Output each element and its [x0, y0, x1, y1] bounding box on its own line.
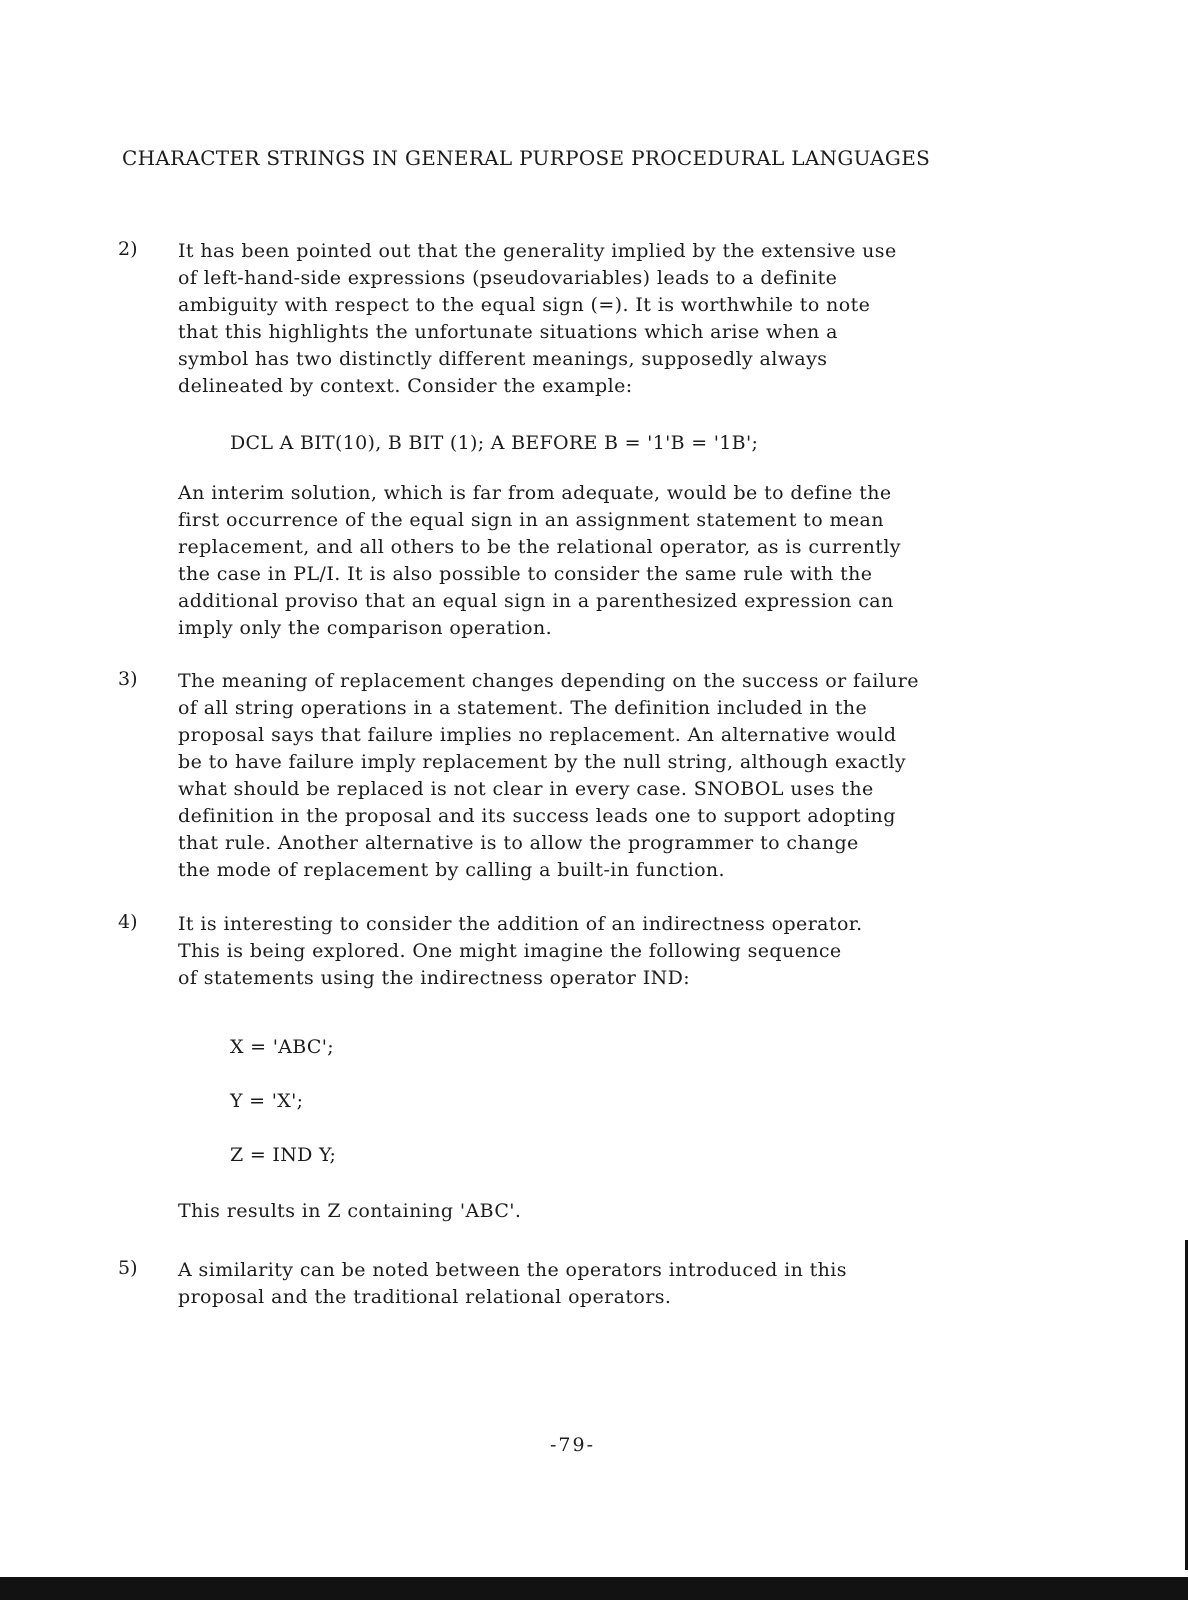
text-line: replacement, and all others to be the relational operator, as is currently [178, 536, 901, 558]
text-line: imply only the comparison operation. [178, 617, 553, 639]
text-line: be to have failure imply replacement by the null string, although exactly [178, 751, 907, 773]
text-line: proposal and the traditional relational operators. [178, 1286, 672, 1308]
text-line: the mode of replacement by calling a built-in function. [178, 859, 725, 881]
item-4-paragraph-1 [178, 911, 1078, 992]
code-line-y: Y = 'X'; [230, 1090, 304, 1112]
item-3-paragraph [178, 668, 1078, 884]
text-line: proposal says that failure implies no replacement. An alternative would [178, 724, 897, 746]
text-line: A similarity can be noted between the operators introduced in this [178, 1259, 847, 1281]
code-example-dcl: DCL A BIT(10), B BIT (1); A BEFORE B = '1'B = '1B'; [230, 432, 759, 454]
text-line: that rule. Another alternative is to allow the programmer to change [178, 832, 859, 854]
text-line: symbol has two distinctly different meanings, supposedly always [178, 348, 828, 370]
text-line: An interim solution, which is far from adequate, would be to define the [178, 482, 892, 504]
page-number: -79- [550, 1434, 596, 1456]
item-4-paragraph-2 [178, 1198, 1078, 1225]
text-line: It has been pointed out that the generality implied by the extensive use [178, 240, 897, 262]
page-header-title: CHARACTER STRINGS IN GENERAL PURPOSE PROCEDURAL LANGUAGES [122, 146, 931, 170]
code-line-z: Z = IND Y; [230, 1144, 337, 1166]
text-line: This is being explored. One might imagine the following sequence [178, 940, 842, 962]
text-line: definition in the proposal and its success leads one to support adopting [178, 805, 896, 827]
item-number: 4) [118, 911, 138, 933]
item-number: 2) [118, 238, 138, 260]
text-line: of all string operations in a statement. The definition included in the [178, 697, 868, 719]
item-2-paragraph-1 [178, 238, 1078, 400]
text-line: delineated by context. Consider the example: [178, 375, 633, 397]
scan-bottom-border [0, 1577, 1188, 1600]
text-line: additional proviso that an equal sign in a parenthesized expression can [178, 590, 894, 612]
item-number: 5) [118, 1257, 138, 1279]
text-line: The meaning of replacement changes depending on the success or failure [178, 670, 919, 692]
item-number: 3) [118, 668, 138, 690]
text-line: the case in PL/I. It is also possible to consider the same rule with the [178, 563, 873, 585]
code-line-x: X = 'ABC'; [230, 1036, 334, 1058]
text-line: that this highlights the unfortunate situations which arise when a [178, 321, 838, 343]
text-line: first occurrence of the equal sign in an assignment statement to mean [178, 509, 884, 531]
text-line: This results in Z containing 'ABC'. [178, 1200, 522, 1222]
text-line: of left-hand-side expressions (pseudovariables) leads to a definite [178, 267, 838, 289]
text-line: It is interesting to consider the addition of an indirectness operator. [178, 913, 863, 935]
text-line: of statements using the indirectness operator IND: [178, 967, 691, 989]
text-line: what should be replaced is not clear in every case. SNOBOL uses the [178, 778, 874, 800]
item-5-paragraph [178, 1257, 1078, 1311]
text-line: ambiguity with respect to the equal sign (=). It is worthwhile to note [178, 294, 871, 316]
item-2-paragraph-2 [178, 480, 1078, 642]
